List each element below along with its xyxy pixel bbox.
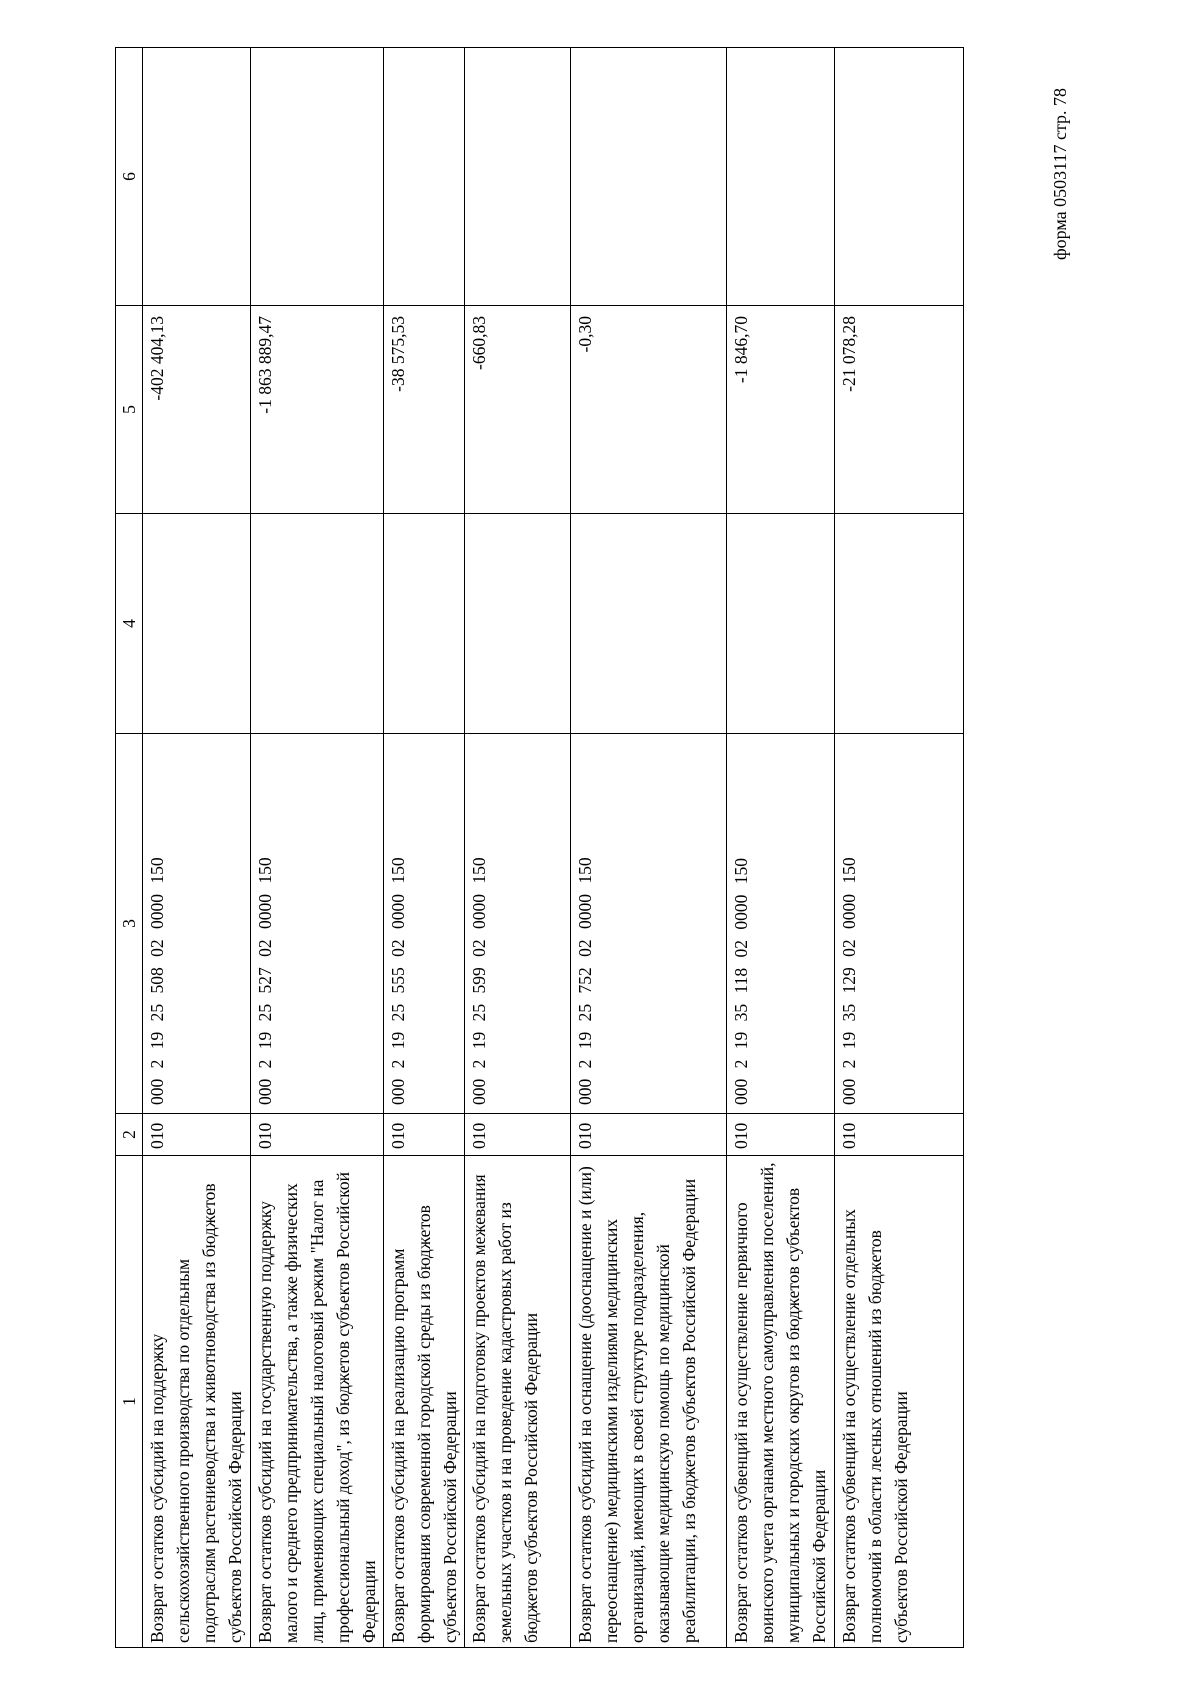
table-row bbox=[143, 48, 251, 1648]
row-col4 bbox=[465, 514, 571, 734]
header-col-1: 1 bbox=[116, 1156, 143, 1648]
table-row bbox=[727, 48, 835, 1648]
row-budget-code: 000 2 19 25 527 02 0000 150 bbox=[251, 734, 384, 1114]
header-col-2: 2 bbox=[116, 1114, 143, 1156]
row-name: Возврат остатков субвенций на осуществление отдельных полномочий в области лесных отношений из бюджетов субъектов Российской Федерации bbox=[835, 1156, 964, 1648]
row-name: Возврат остатков субсидий на государственную поддержку малого и среднего предпринимательства, а также физических лиц, применяющих специальный налоговый режим "Налог на профессиональный доход", из бюджетов субъектов Российской Федерации bbox=[251, 1156, 384, 1648]
row-name: Возврат остатков субсидий на подготовку проектов межевания земельных участков и на проведение кадастровых работ из бюджетов субъектов Российской Федерации bbox=[465, 1156, 571, 1648]
table-row bbox=[384, 48, 465, 1648]
row-line-code: 010 bbox=[835, 1114, 964, 1156]
row-col6 bbox=[571, 48, 727, 306]
row-amount: -1 846,70 bbox=[727, 306, 835, 514]
row-line-code: 010 bbox=[251, 1114, 384, 1156]
row-name: Возврат остатков субсидий на поддержку сельскохозяйственного производства по отдельным подотраслям растениеводства и животноводства из бюджетов субъектов Российской Федерации bbox=[143, 1156, 251, 1648]
row-col6 bbox=[251, 48, 384, 306]
row-col6 bbox=[143, 48, 251, 306]
row-col6 bbox=[384, 48, 465, 306]
row-name: Возврат остатков субвенций на осуществление первичного воинского учета органами местного самоуправления поселений, муниципальных и городских округов из бюджетов субъектов Российской Федерации bbox=[727, 1156, 835, 1648]
row-line-code: 010 bbox=[727, 1114, 835, 1156]
row-col4 bbox=[571, 514, 727, 734]
row-budget-code: 000 2 19 25 599 02 0000 150 bbox=[465, 734, 571, 1114]
row-col6 bbox=[835, 48, 964, 306]
row-amount: -21 078,28 bbox=[835, 306, 964, 514]
row-line-code: 010 bbox=[384, 1114, 465, 1156]
row-col4 bbox=[384, 514, 465, 734]
table-row bbox=[251, 48, 384, 1648]
row-col4 bbox=[143, 514, 251, 734]
row-col4 bbox=[251, 514, 384, 734]
row-amount: -660,83 bbox=[465, 306, 571, 514]
row-name: Возврат остатков субсидий на реализацию программ формирования современной городской среды из бюджетов субъектов Российской Федерации bbox=[384, 1156, 465, 1648]
row-name: Возврат остатков субсидий на оснащение (дооснащение и (или) переоснащение) медицинскими изделиями медицинских организаций, имеющих в своей структуре подразделения, оказывающие медицинскую помощь по медицинской реабилитации, из бюджетов субъектов Российской Федерации bbox=[571, 1156, 727, 1648]
row-col6 bbox=[727, 48, 835, 306]
header-col-4: 4 bbox=[116, 514, 143, 734]
row-line-code: 010 bbox=[465, 1114, 571, 1156]
row-amount: -0,30 bbox=[571, 306, 727, 514]
report-table bbox=[115, 47, 964, 1648]
table-row bbox=[835, 48, 964, 1648]
row-amount: -402 404,13 bbox=[143, 306, 251, 514]
row-col4 bbox=[727, 514, 835, 734]
row-budget-code: 000 2 19 25 555 02 0000 150 bbox=[384, 734, 465, 1114]
header-col-3: 3 bbox=[116, 734, 143, 1114]
row-budget-code: 000 2 19 35 129 02 0000 150 bbox=[835, 734, 964, 1114]
row-line-code: 010 bbox=[571, 1114, 727, 1156]
header-row bbox=[116, 48, 143, 1648]
row-budget-code: 000 2 19 25 508 02 0000 150 bbox=[143, 734, 251, 1114]
row-amount: -38 575,53 bbox=[384, 306, 465, 514]
row-budget-code: 000 2 19 25 752 02 0000 150 bbox=[571, 734, 727, 1114]
row-col6 bbox=[465, 48, 571, 306]
table-row bbox=[571, 48, 727, 1648]
header-col-5: 5 bbox=[116, 306, 143, 514]
row-budget-code: 000 2 19 35 118 02 0000 150 bbox=[727, 734, 835, 1114]
row-line-code: 010 bbox=[143, 1114, 251, 1156]
form-reference: форма 0503117 стр. 78 bbox=[1050, 87, 1070, 260]
rotated-page bbox=[115, 48, 960, 1648]
row-amount: -1 863 889,47 bbox=[251, 306, 384, 514]
row-col4 bbox=[835, 514, 964, 734]
header-col-6: 6 bbox=[116, 48, 143, 306]
table-row bbox=[465, 48, 571, 1648]
